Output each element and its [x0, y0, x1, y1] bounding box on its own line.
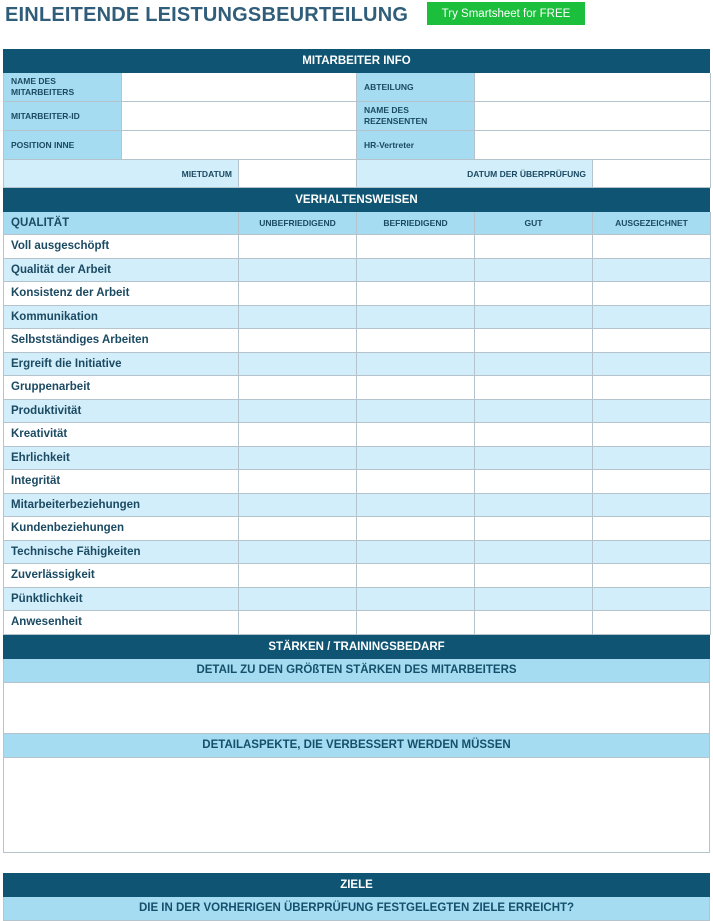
rating-cell[interactable] [357, 235, 475, 259]
rating-cell[interactable] [475, 494, 593, 518]
rating-cell[interactable] [357, 611, 475, 635]
rating-cell[interactable] [593, 353, 711, 377]
rating-cell[interactable] [593, 329, 711, 353]
employee-id-label: MITARBEITER-ID [4, 102, 122, 131]
quality-row [3, 400, 710, 424]
rating-cell[interactable] [357, 376, 475, 400]
quality-label: Ehrlichkeit [4, 447, 239, 471]
rating-cell[interactable] [593, 259, 711, 283]
rating-cell[interactable] [239, 517, 357, 541]
rating-cell[interactable] [475, 329, 593, 353]
rating-cell[interactable] [593, 470, 711, 494]
quality-label: Gruppenarbeit [4, 376, 239, 400]
quality-column-header: QUALITÄT [4, 212, 239, 235]
quality-label: Kundenbeziehungen [4, 517, 239, 541]
position-label: POSITION INNE [4, 131, 122, 160]
try-smartsheet-button[interactable]: Try Smartsheet for FREE [427, 2, 585, 25]
rating-cell[interactable] [475, 611, 593, 635]
quality-row [3, 329, 710, 353]
quality-row [3, 306, 710, 330]
dates-grid [3, 160, 710, 188]
rating-cell[interactable] [239, 447, 357, 471]
rating-cell[interactable] [239, 611, 357, 635]
rating-cell[interactable] [239, 282, 357, 306]
rating-cell[interactable] [593, 517, 711, 541]
quality-label: Kreativität [4, 423, 239, 447]
rating-cell[interactable] [239, 329, 357, 353]
review-date-field[interactable] [593, 160, 711, 188]
review-date-label: DATUM DER ÜBERPRÜFUNG [357, 160, 593, 188]
rating-cell[interactable] [593, 564, 711, 588]
quality-row [3, 282, 710, 306]
quality-row [3, 376, 710, 400]
rating-cell[interactable] [475, 541, 593, 565]
rating-cell[interactable] [239, 423, 357, 447]
rating-cell[interactable] [475, 564, 593, 588]
rating-cell[interactable] [475, 235, 593, 259]
strengths-detail-label: DETAIL ZU DEN GRÖßTEN STÄRKEN DES MITARBEITERS [3, 659, 710, 683]
rating-column-header: BEFRIEDIGEND [357, 212, 475, 235]
quality-label: Zuverlässigkeit [4, 564, 239, 588]
hire-date-field[interactable] [239, 160, 357, 188]
rating-cell[interactable] [475, 306, 593, 330]
quality-label: Ergreift die Initiative [4, 353, 239, 377]
rating-cell[interactable] [593, 541, 711, 565]
rating-cell[interactable] [475, 517, 593, 541]
rating-cell[interactable] [593, 306, 711, 330]
rating-cell[interactable] [357, 541, 475, 565]
rating-cell[interactable] [593, 611, 711, 635]
rating-column-header: UNBEFRIEDIGEND [239, 212, 357, 235]
rating-column-header: AUSGEZEICHNET [593, 212, 711, 235]
department-label: ABTEILUNG [357, 73, 475, 102]
reviewer-name-field[interactable] [475, 102, 711, 131]
rating-cell[interactable] [593, 588, 711, 612]
quality-label: Produktivität [4, 400, 239, 424]
rating-cell[interactable] [357, 423, 475, 447]
rating-cell[interactable] [357, 329, 475, 353]
quality-label: Kommunikation [4, 306, 239, 330]
employee-name-label: NAME DES MITARBEITERS [4, 73, 122, 102]
employee-name-field[interactable] [122, 73, 357, 102]
quality-row [3, 541, 710, 565]
rating-cell[interactable] [475, 353, 593, 377]
rating-cell[interactable] [357, 447, 475, 471]
reviewer-name-label: NAME DES REZENSENTEN [357, 102, 475, 131]
rating-cell[interactable] [357, 517, 475, 541]
rating-cell[interactable] [357, 282, 475, 306]
quality-label: Voll ausgeschöpft [4, 235, 239, 259]
rating-cell[interactable] [475, 376, 593, 400]
rating-cell[interactable] [357, 470, 475, 494]
rating-cell[interactable] [475, 259, 593, 283]
employee-info-header: MITARBEITER INFO [3, 49, 710, 73]
improvement-detail-field[interactable] [3, 758, 710, 853]
rating-cell[interactable] [239, 376, 357, 400]
rating-cell[interactable] [239, 259, 357, 283]
quality-row [3, 259, 710, 283]
review-form [3, 49, 710, 921]
rating-cell[interactable] [357, 259, 475, 283]
rating-cell[interactable] [357, 588, 475, 612]
rating-cell[interactable] [239, 400, 357, 424]
page-title: EINLEITENDE LEISTUNGSBEURTEILUNG [5, 4, 409, 26]
rating-cell[interactable] [475, 400, 593, 424]
quality-row [3, 494, 710, 518]
rating-cell[interactable] [357, 353, 475, 377]
position-field[interactable] [122, 131, 357, 160]
rating-cell[interactable] [239, 353, 357, 377]
rating-cell[interactable] [239, 564, 357, 588]
quality-label: Anwesenheit [4, 611, 239, 635]
rating-cell[interactable] [593, 235, 711, 259]
quality-row [3, 423, 710, 447]
quality-row [3, 235, 710, 259]
rating-cell[interactable] [357, 564, 475, 588]
rating-cell[interactable] [475, 423, 593, 447]
rating-cell[interactable] [475, 447, 593, 471]
hire-date-label: MIETDATUM [4, 160, 239, 188]
rating-cell[interactable] [593, 447, 711, 471]
quality-label: Selbstständiges Arbeiten [4, 329, 239, 353]
quality-row [3, 611, 710, 635]
rating-cell[interactable] [593, 400, 711, 424]
quality-label: Pünktlichkeit [4, 588, 239, 612]
hr-representative-label: HR-Vertreter [357, 131, 475, 160]
rating-cell[interactable] [357, 400, 475, 424]
goals-header: ZIELE [3, 873, 710, 897]
behaviors-header: VERHALTENSWEISEN [3, 188, 710, 212]
rating-header-row [3, 212, 710, 235]
rating-cell[interactable] [593, 282, 711, 306]
quality-label: Mitarbeiterbeziehungen [4, 494, 239, 518]
rating-cell[interactable] [475, 282, 593, 306]
department-field[interactable] [475, 73, 711, 102]
spacer [3, 853, 710, 873]
rating-cell[interactable] [239, 588, 357, 612]
quality-row [3, 564, 710, 588]
quality-label: Technische Fähigkeiten [4, 541, 239, 565]
rating-column-header: GUT [475, 212, 593, 235]
quality-label: Qualität der Arbeit [4, 259, 239, 283]
rating-cell[interactable] [239, 541, 357, 565]
rating-cell[interactable] [239, 306, 357, 330]
rating-cell[interactable] [239, 235, 357, 259]
quality-row [3, 588, 710, 612]
quality-row [3, 470, 710, 494]
quality-rows [3, 235, 710, 635]
rating-cell[interactable] [357, 494, 475, 518]
quality-label: Integrität [4, 470, 239, 494]
employee-info-grid [3, 73, 710, 160]
rating-cell[interactable] [239, 494, 357, 518]
rating-cell[interactable] [593, 494, 711, 518]
rating-cell[interactable] [593, 376, 711, 400]
strengths-header: STÄRKEN / TRAININGSBEDARF [3, 635, 710, 659]
strengths-detail-field[interactable] [3, 683, 710, 734]
quality-row [3, 517, 710, 541]
quality-row [3, 353, 710, 377]
quality-label: Konsistenz der Arbeit [4, 282, 239, 306]
rating-cell[interactable] [239, 470, 357, 494]
quality-row [3, 447, 710, 471]
goals-question-label: DIE IN DER VORHERIGEN ÜBERPRÜFUNG FESTGELEGTEN ZIELE ERREICHT? [3, 897, 710, 921]
improvement-detail-label: DETAILASPEKTE, DIE VERBESSERT WERDEN MÜSSEN [3, 734, 710, 758]
rating-cell[interactable] [475, 588, 593, 612]
rating-cell[interactable] [475, 470, 593, 494]
hr-representative-field[interactable] [475, 131, 711, 160]
rating-cell[interactable] [593, 423, 711, 447]
rating-cell[interactable] [357, 306, 475, 330]
employee-id-field[interactable] [122, 102, 357, 131]
